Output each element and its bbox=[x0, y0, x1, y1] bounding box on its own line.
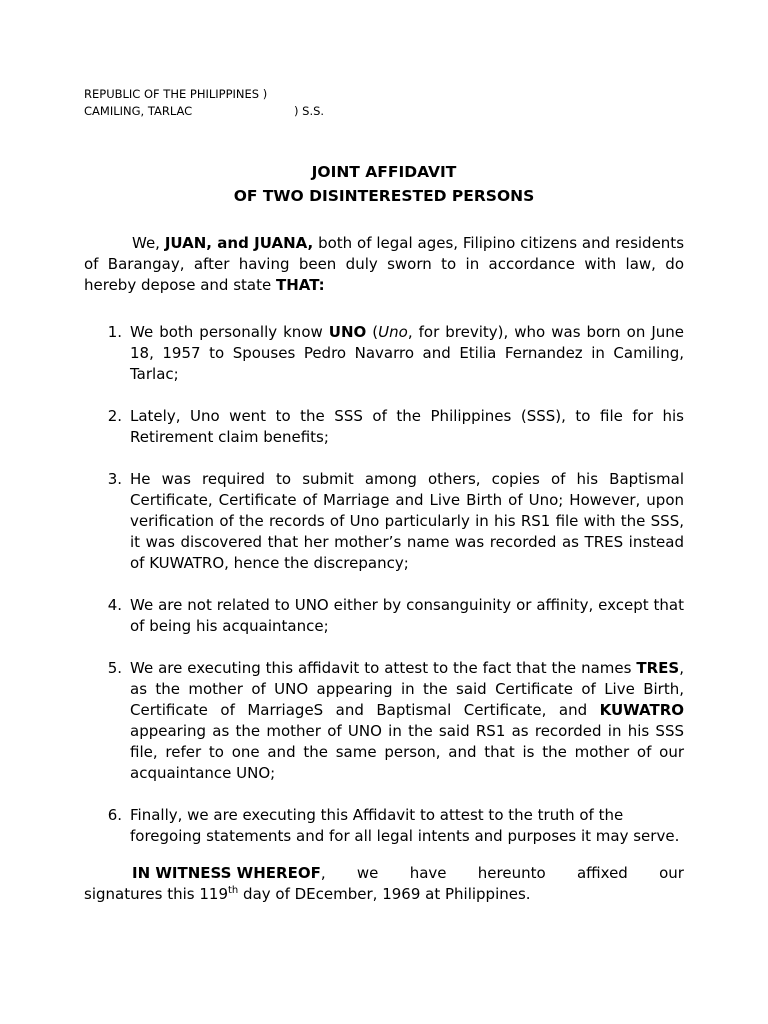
witness-word: affixed bbox=[576, 864, 628, 882]
item-text: Lately, Uno went to the SSS of the Philippines (SSS), to file for his Retirement claim benefits; bbox=[130, 407, 684, 446]
witness-lead bbox=[84, 863, 326, 884]
item-number: 3. bbox=[107, 470, 122, 488]
witness-comma: , bbox=[320, 864, 326, 882]
list-item bbox=[84, 595, 684, 637]
statement-list bbox=[84, 322, 684, 847]
item-5-text-a: We are executing this affidavit to attest to the fact that the names bbox=[130, 659, 637, 677]
document-title bbox=[84, 160, 684, 208]
intro-we: We, bbox=[132, 234, 165, 252]
witness-word: we bbox=[356, 864, 379, 882]
witness-clause bbox=[84, 863, 684, 905]
list-item bbox=[84, 469, 684, 574]
witness-signatures-text: signatures this 119 bbox=[84, 885, 229, 903]
witness-line-2 bbox=[84, 884, 684, 905]
intro-that: THAT: bbox=[275, 276, 325, 294]
item-number: 2. bbox=[107, 407, 122, 425]
item-1-uno-italic: Uno bbox=[378, 323, 408, 341]
item-text bbox=[130, 322, 684, 385]
witness-date-text: day of DEcember, 1969 at Philippines. bbox=[238, 885, 531, 903]
title-line-2: OF TWO DISINTERESTED PERSONS bbox=[233, 187, 535, 205]
witness-line-1 bbox=[84, 863, 684, 884]
intro-rest: both of legal ages, Filipino citizens and residents of Barangay, after having been duly sworn to in accordance with law, do hereby depose and state bbox=[84, 234, 685, 294]
item-number: 6. bbox=[107, 806, 122, 824]
witness-bold: IN WITNESS WHEREOF bbox=[132, 864, 321, 882]
item-number: 5. bbox=[107, 659, 122, 677]
list-item bbox=[84, 658, 684, 784]
item-5-text-e: appearing as the mother of UNO in the said RS1 as recorded in his SSS file, refer to one and the same person, and that is the mother of our acquaintance UNO; bbox=[130, 722, 684, 782]
venue-ss: ) S.S. bbox=[294, 104, 325, 118]
item-1-text-c: ( bbox=[366, 323, 379, 341]
venue-line-2 bbox=[84, 103, 684, 120]
item-1-text-a: We both personally know bbox=[130, 323, 329, 341]
title-line-1: JOINT AFFIDAVIT bbox=[311, 163, 457, 181]
item-1-text-e: , for brevity), who was born on June 18, 1957 to Spouses Pedro Navarro and Etilia Fernandez in Camiling, Tarlac; bbox=[130, 323, 684, 383]
list-item bbox=[84, 322, 684, 385]
item-text: We are not related to UNO either by consanguinity or affinity, except that of being his acquaintance; bbox=[130, 596, 684, 635]
item-text: He was required to submit among others, copies of his Baptismal Certificate, Certificate of Marriage and Live Birth of Uno; However, upon verification of the records of Uno particularly in his RS1 file with the SSS, it was discovered that her mother’s name was recorded as TRES instead of KUWATRO, hence the discrepancy; bbox=[130, 470, 684, 572]
item-1-uno-bold: UNO bbox=[328, 323, 367, 341]
venue-line-1 bbox=[84, 86, 684, 103]
item-5-tres-bold: TRES bbox=[636, 659, 680, 677]
item-number: 1. bbox=[107, 323, 122, 341]
item-text bbox=[130, 658, 684, 784]
item-5-kuwatro-bold: KUWATRO bbox=[599, 701, 684, 719]
witness-word: our bbox=[659, 864, 684, 882]
ordinal-suffix: th bbox=[228, 885, 239, 896]
item-text: Finally, we are executing this Affidavit to attest to the truth of the foregoing statements and for all legal intents and purposes it may serve. bbox=[130, 806, 680, 845]
venue-country: REPUBLIC OF THE PHILIPPINES ) bbox=[84, 87, 268, 101]
list-item bbox=[84, 406, 684, 448]
intro-names: JUAN, and JUANA, bbox=[164, 234, 314, 252]
item-number: 4. bbox=[107, 596, 122, 614]
witness-word: have bbox=[409, 864, 447, 882]
intro-paragraph bbox=[84, 233, 684, 296]
venue-city: CAMILING, TARLAC bbox=[84, 104, 193, 118]
venue-block bbox=[84, 86, 684, 120]
item-5-text-c: , as the mother of UNO appearing in the said Certificate of Live Birth, Certificate of MarriageS and Baptismal Certificate, and bbox=[130, 659, 684, 719]
witness-word: hereunto bbox=[477, 864, 546, 882]
list-item bbox=[84, 805, 684, 847]
